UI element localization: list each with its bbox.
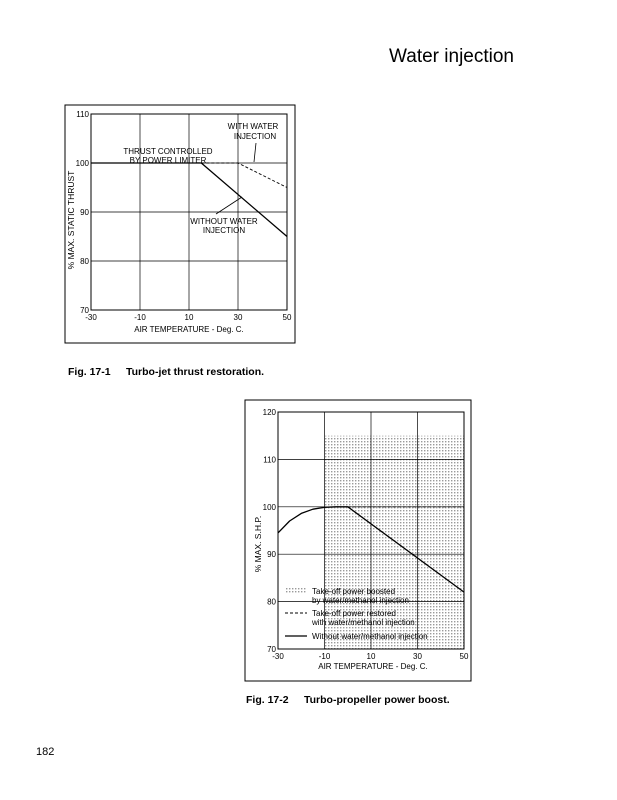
y-tick-label: 80 bbox=[80, 257, 89, 266]
legend-label-dashed-line1: Take-off power restored bbox=[312, 609, 396, 618]
figure-17-2-caption bbox=[246, 694, 450, 706]
legend-label-shaded-line2: by water/methanol injection bbox=[312, 596, 409, 605]
y-tick-label: 70 bbox=[80, 306, 89, 315]
y-tick-label: 100 bbox=[75, 159, 89, 168]
x-tick-label: -10 bbox=[134, 313, 146, 322]
chart-turboprop-power bbox=[244, 399, 472, 682]
x-tick-label: 10 bbox=[366, 652, 376, 661]
legend-label-solid-line1: Without water/methanol injection bbox=[312, 632, 428, 641]
legend-label-shaded-line1: Take-off power boosted bbox=[312, 587, 396, 596]
x-tick-label: 30 bbox=[233, 313, 243, 322]
annotation-thrust-controlled-line2: BY POWER LIMITER bbox=[129, 156, 207, 165]
caption-number: Fig. 17-1 bbox=[68, 366, 111, 378]
x-tick-label: 50 bbox=[282, 313, 292, 322]
x-axis-label: AIR TEMPERATURE - Deg. C. bbox=[134, 325, 244, 334]
caption-number: Fig. 17-2 bbox=[246, 694, 289, 706]
annotation-with-water-line2: INJECTION bbox=[233, 132, 277, 141]
y-axis-label: % MAX. STATIC THRUST bbox=[66, 170, 76, 270]
chart-turbojet-thrust bbox=[64, 104, 296, 344]
annotation-without-water-line2: INJECTION bbox=[202, 226, 246, 235]
caption-text: Turbo-jet thrust restoration. bbox=[126, 366, 265, 378]
annotation-thrust-controlled-line1: THRUST CONTROLLED bbox=[123, 147, 213, 156]
annotation-with-water-line1: WITH WATER bbox=[227, 122, 279, 131]
y-tick-label: 120 bbox=[262, 408, 276, 417]
y-tick-label: 80 bbox=[267, 597, 276, 607]
annotation-without-water-line1: WITHOUT WATER bbox=[190, 217, 258, 226]
y-tick-label: 90 bbox=[267, 550, 276, 560]
y-tick-label: 110 bbox=[76, 110, 89, 119]
x-tick-label: 30 bbox=[413, 652, 422, 661]
y-tick-label: 110 bbox=[263, 455, 276, 465]
legend-label-dashed-line2: with water/methanol injection bbox=[312, 618, 415, 627]
y-tick-label: 90 bbox=[80, 208, 89, 217]
x-tick-label: 50 bbox=[459, 652, 469, 661]
x-tick-label: -30 bbox=[272, 652, 284, 661]
page-title: Water injection bbox=[389, 46, 514, 67]
figure-17-1 bbox=[64, 104, 296, 344]
x-tick-label: -30 bbox=[85, 313, 97, 322]
page-number: 182 bbox=[36, 746, 55, 758]
legend-swatch-shaded bbox=[285, 588, 307, 594]
caption-text: Turbo-propeller power boost. bbox=[304, 694, 450, 706]
annotation-with-water-pointer bbox=[254, 143, 256, 162]
series-line-dashed bbox=[201, 163, 287, 188]
y-tick-label: 70 bbox=[267, 645, 276, 654]
figure-17-1-caption bbox=[68, 366, 264, 378]
y-axis-label: % MAX. S.H.P. bbox=[253, 515, 263, 573]
figure-17-2 bbox=[244, 399, 472, 682]
x-tick-label: -10 bbox=[318, 652, 331, 661]
x-axis-label: AIR TEMPERATURE - Deg. C. bbox=[318, 662, 428, 671]
x-tick-label: 10 bbox=[184, 313, 194, 322]
y-tick-label: 100 bbox=[262, 502, 276, 512]
